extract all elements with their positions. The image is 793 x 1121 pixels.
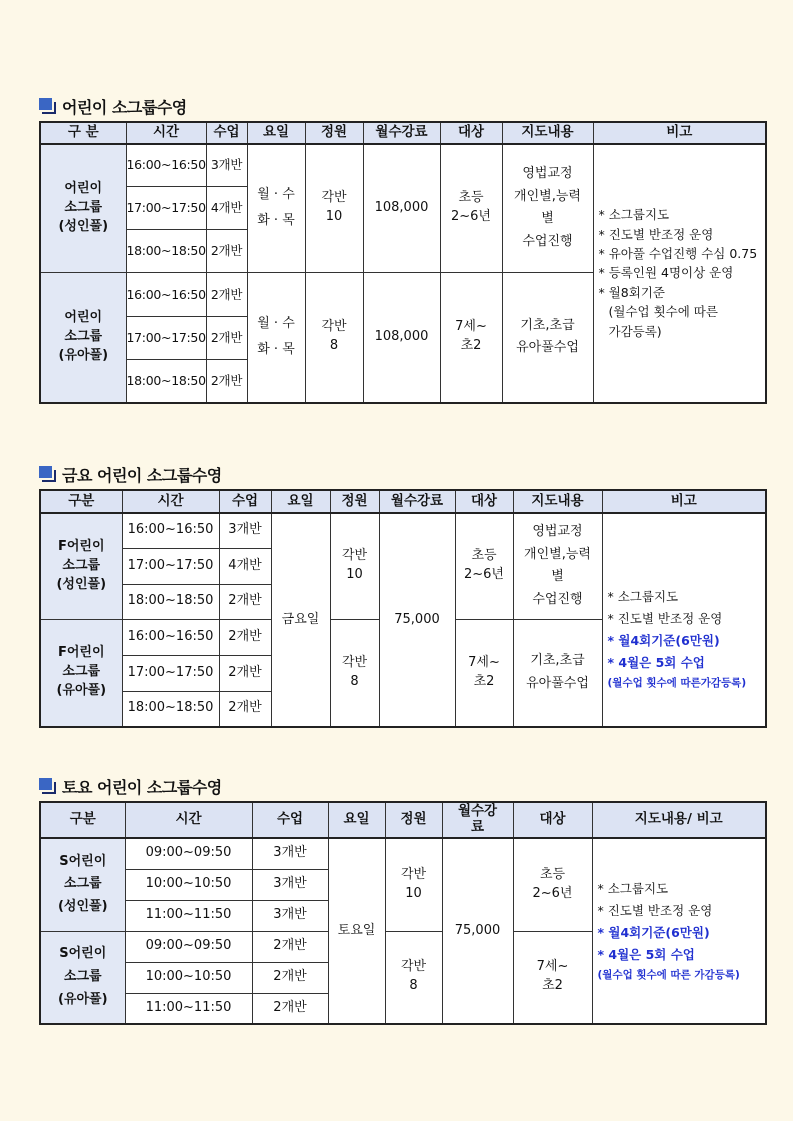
classes-cell: 3개반 <box>252 900 328 931</box>
classes-cell: 2개반 <box>219 619 271 655</box>
header-category: 구 분 <box>40 122 126 144</box>
fee-cell: 108,000 <box>363 273 440 403</box>
target-cell: 초등 2~6년 <box>440 144 502 273</box>
capacity-cell: 각반 8 <box>330 619 379 727</box>
section-title <box>39 775 765 797</box>
content-cell: 영법교정 개인별,능력 별 수업진행 <box>513 513 602 619</box>
group-label: S어린이 소그룹 (유아풀) <box>40 931 125 1024</box>
target-cell: 7세~ 초2 <box>455 619 513 727</box>
time-cell: 17:00~17:50 <box>126 317 206 360</box>
capacity-cell: 각반 10 <box>305 144 363 273</box>
time-cell: 16:00~16:50 <box>122 619 219 655</box>
header-target: 대상 <box>455 490 513 513</box>
group-label: F어린이 소그룹 (성인풀) <box>40 513 122 619</box>
table-row <box>40 513 766 548</box>
classes-cell: 3개반 <box>219 513 271 548</box>
header-time: 시간 <box>122 490 219 513</box>
classes-cell: 2개반 <box>206 273 247 317</box>
target-cell: 초등 2~6년 <box>455 513 513 619</box>
content-cell: 기초,초급 유아풀수업 <box>513 619 602 727</box>
time-cell: 16:00~16:50 <box>126 144 206 187</box>
header-time: 시간 <box>126 122 206 144</box>
square-bullet-icon <box>39 778 57 794</box>
header-classes: 수업 <box>219 490 271 513</box>
schedule-table <box>39 121 767 404</box>
classes-cell: 2개반 <box>219 655 271 691</box>
day-cell: 토요일 <box>328 838 385 1024</box>
section-saturday-kids-group-swim <box>39 775 765 1025</box>
content-cell: 기초,초급 유아풀수업 <box>502 273 593 403</box>
time-cell: 18:00~18:50 <box>126 230 206 273</box>
classes-cell: 2개반 <box>219 584 271 619</box>
days-cell: 월 · 수 화 · 목 <box>247 273 305 403</box>
fee-cell: 75,000 <box>442 838 513 1024</box>
capacity-cell: 각반 8 <box>385 931 442 1024</box>
header-days: 요일 <box>328 802 385 838</box>
classes-cell: 2개반 <box>219 691 271 727</box>
header-capacity: 정원 <box>305 122 363 144</box>
header-classes: 수업 <box>252 802 328 838</box>
header-fee: 월수강 료 <box>442 802 513 838</box>
time-cell: 11:00~11:50 <box>125 900 252 931</box>
content-remarks-cell: * 소그룹지도 * 진도별 반조정 운영 * 월4회기준(6만원) * 4월은 5회 수업 (월수업 횟수에 따른 가감등록) <box>592 838 766 1024</box>
header-target: 대상 <box>440 122 502 144</box>
header-time: 시간 <box>125 802 252 838</box>
remarks-cell: * 소그룹지도 * 진도별 반조정 운영 * 유아풀 수업진행 수심 0.75 * 등록인원 4명이상 운영 * 월8회기준 (월수업 횟수에 따른 가감등록) <box>593 144 766 403</box>
section-title <box>39 463 765 485</box>
header-capacity: 정원 <box>385 802 442 838</box>
header-remarks: 비고 <box>593 122 766 144</box>
classes-cell: 2개반 <box>252 962 328 993</box>
classes-cell: 2개반 <box>252 931 328 962</box>
time-cell: 18:00~18:50 <box>122 584 219 619</box>
table-row <box>40 144 766 187</box>
time-cell: 17:00~17:50 <box>126 187 206 230</box>
square-bullet-icon <box>39 466 57 482</box>
section-title-text: 금요 어린이 소그룹수영 <box>62 465 222 485</box>
header-remarks: 비고 <box>602 490 766 513</box>
classes-cell: 3개반 <box>252 838 328 869</box>
capacity-cell: 각반 8 <box>305 273 363 403</box>
time-cell: 09:00~09:50 <box>125 838 252 869</box>
time-cell: 11:00~11:50 <box>125 993 252 1024</box>
classes-cell: 2개반 <box>206 360 247 403</box>
classes-cell: 3개반 <box>252 869 328 900</box>
section-friday-kids-group-swim <box>39 463 765 728</box>
schedule-table <box>39 801 767 1025</box>
fee-cell: 108,000 <box>363 144 440 273</box>
time-cell: 16:00~16:50 <box>126 273 206 317</box>
time-cell: 17:00~17:50 <box>122 548 219 584</box>
header-content-remarks: 지도내용/ 비고 <box>592 802 766 838</box>
section-kids-group-swim <box>39 95 765 404</box>
target-cell: 초등 2~6년 <box>513 838 592 931</box>
header-capacity: 정원 <box>330 490 379 513</box>
header-classes: 수업 <box>206 122 247 144</box>
remarks-cell: * 소그룹지도 * 진도별 반조정 운영 * 월4회기준(6만원) * 4월은 5회 수업 (월수업 횟수에 따른가감등록) <box>602 513 766 727</box>
group-label: S어린이 소그룹 (성인풀) <box>40 838 125 931</box>
time-cell: 18:00~18:50 <box>122 691 219 727</box>
capacity-cell: 각반 10 <box>385 838 442 931</box>
time-cell: 17:00~17:50 <box>122 655 219 691</box>
header-days: 요일 <box>247 122 305 144</box>
schedule-table <box>39 489 767 728</box>
header-days: 요일 <box>271 490 330 513</box>
classes-cell: 2개반 <box>206 317 247 360</box>
section-title <box>39 95 765 117</box>
group-label: 어린이 소그룹 (유아풀) <box>40 273 126 403</box>
group-label: F어린이 소그룹 (유아풀) <box>40 619 122 727</box>
classes-cell: 3개반 <box>206 144 247 187</box>
section-title-text: 어린이 소그룹수영 <box>62 97 187 117</box>
classes-cell: 2개반 <box>206 230 247 273</box>
time-cell: 10:00~10:50 <box>125 962 252 993</box>
day-cell: 금요일 <box>271 513 330 727</box>
target-cell: 7세~ 초2 <box>440 273 502 403</box>
header-fee: 월수강료 <box>379 490 455 513</box>
classes-cell: 4개반 <box>206 187 247 230</box>
section-title-text: 토요 어린이 소그룹수영 <box>62 777 222 797</box>
group-label: 어린이 소그룹 (성인풀) <box>40 144 126 273</box>
days-cell: 월 · 수 화 · 목 <box>247 144 305 273</box>
square-bullet-icon <box>39 98 57 114</box>
header-fee: 월수강료 <box>363 122 440 144</box>
fee-cell: 75,000 <box>379 513 455 727</box>
classes-cell: 2개반 <box>252 993 328 1024</box>
time-cell: 16:00~16:50 <box>122 513 219 548</box>
time-cell: 10:00~10:50 <box>125 869 252 900</box>
classes-cell: 4개반 <box>219 548 271 584</box>
header-target: 대상 <box>513 802 592 838</box>
time-cell: 18:00~18:50 <box>126 360 206 403</box>
time-cell: 09:00~09:50 <box>125 931 252 962</box>
capacity-cell: 각반 10 <box>330 513 379 619</box>
table-row <box>40 838 766 869</box>
target-cell: 7세~ 초2 <box>513 931 592 1024</box>
header-content: 지도내용 <box>513 490 602 513</box>
content-cell: 영법교정 개인별,능력 별 수업진행 <box>502 144 593 273</box>
header-category: 구분 <box>40 490 122 513</box>
header-content: 지도내용 <box>502 122 593 144</box>
header-category: 구분 <box>40 802 125 838</box>
